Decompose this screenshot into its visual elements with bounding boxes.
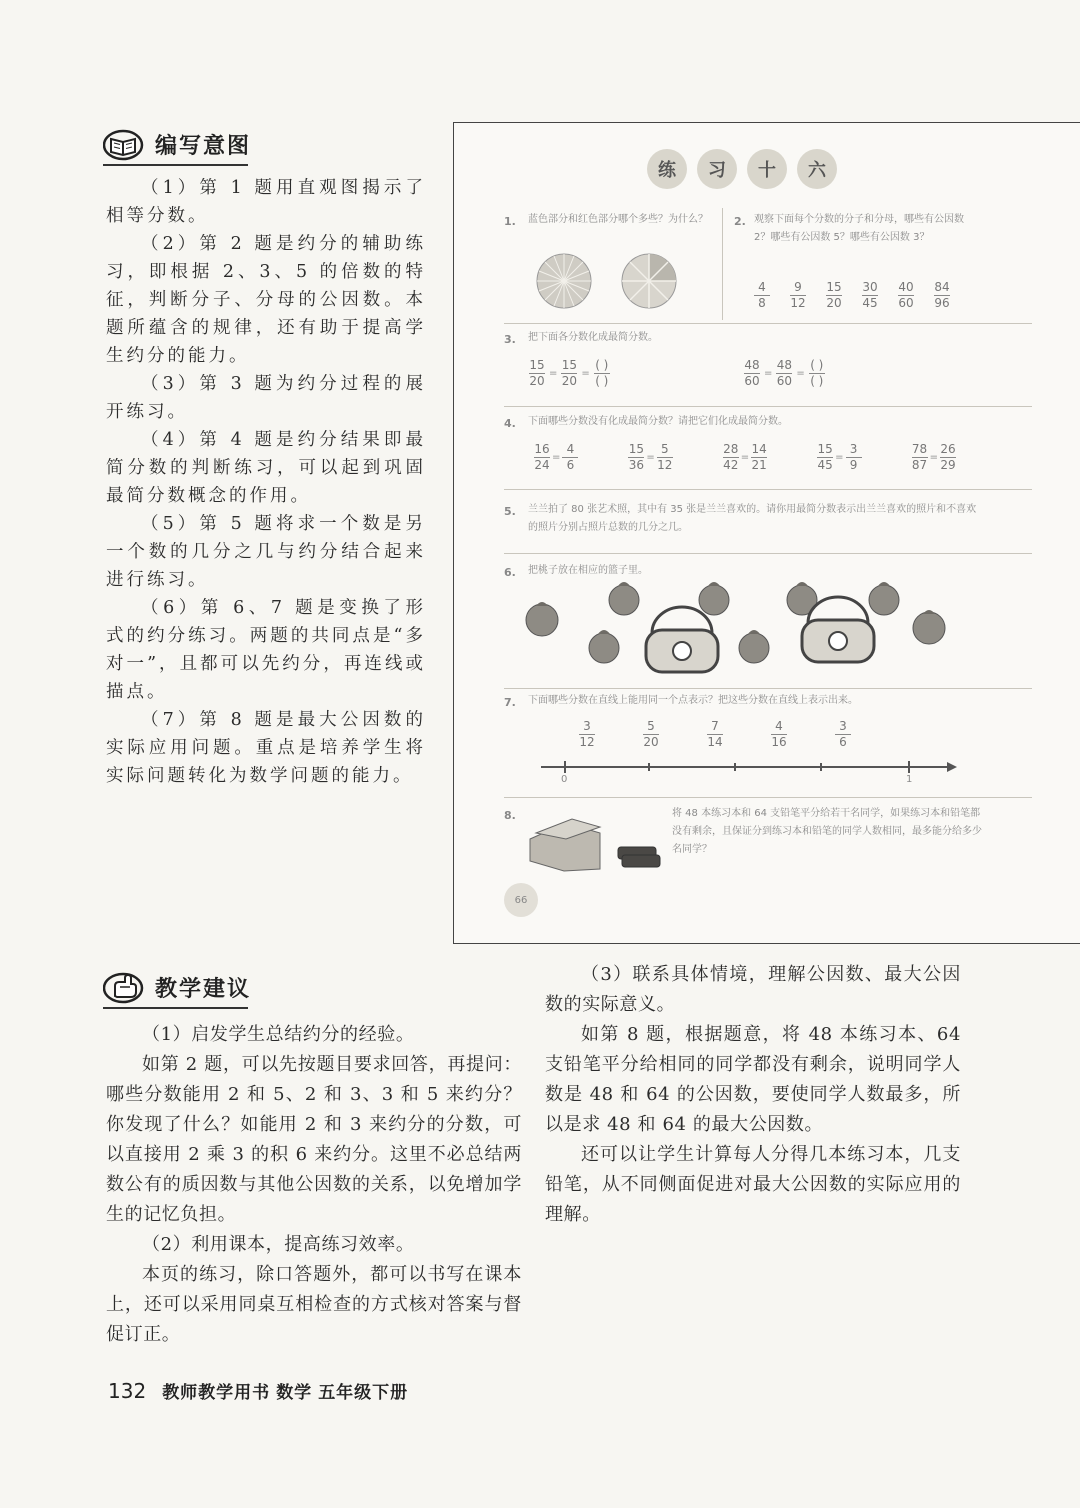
intent-paragraph: （4）第 4 题是约分结果即最简分数的判断练习，可以起到巩固最简分数概念的作用。: [106, 430, 426, 506]
q2-fraction-row: [754, 281, 950, 310]
peaches-and-baskets-illustration: [514, 578, 964, 683]
q6-number: 6.: [504, 566, 516, 579]
q7-fraction-row: [579, 720, 851, 749]
advice-title: 教学建议: [155, 976, 252, 1002]
q3-item: $\frac{15}{20}$ = $\frac{15}{20}$ = $\frac{( )}{( )}$: [529, 358, 609, 388]
fraction: $\frac{4}{8}$: [754, 281, 770, 310]
q8-text: 将 48 本练习本和 64 支铅笔平分给若干名同学，如果练习本和铅笔都没有剩余，且保证分到练习本和铅笔的同学人数相同，最多能分给多少名同学？: [672, 808, 982, 855]
advice-right-column: [545, 960, 961, 1230]
axis-label-0: 0: [561, 774, 568, 785]
fraction: $\frac{3}{6}$: [835, 720, 851, 749]
advice-paragraph: 本页的练习，除口答题外，都可以书写在课本上，还可以采用同桌互相检查的方式核对答案与督促订正。: [106, 1264, 522, 1345]
page-number: 132: [108, 1379, 147, 1403]
q2-text: 观察下面每个分数的分子和分母，哪些有公因数 2？哪些有公因数 5？哪些有公因数 3？: [754, 214, 964, 243]
grade-label: 五年级下册: [318, 1383, 409, 1403]
intent-paragraph: （7）第 8 题是最大公因数的实际应用问题。重点是培养学生将实际问题转化为数学问题的能力。: [106, 710, 426, 786]
open-book-icon: [103, 127, 147, 161]
pie-diagram-left: [534, 251, 594, 311]
q1-number: 1.: [504, 215, 516, 228]
q3-item: $\frac{48}{60}$ = $\frac{48}{60}$ = $\frac{( )}{( )}$: [744, 358, 824, 388]
fraction: $\frac{30}{45}$: [862, 280, 878, 310]
q5-number: 5.: [504, 505, 516, 518]
hand-icon: [103, 970, 147, 1004]
fraction: $\frac{7}{14}$: [707, 719, 723, 749]
intent-title: 编写意图: [155, 133, 252, 159]
intent-paragraph: （3）第 3 题为约分过程的展开练习。: [106, 374, 426, 422]
exercise-title-char: 习: [697, 149, 737, 189]
page-footer: [108, 1378, 408, 1403]
number-line: [539, 759, 959, 785]
q5-text: 兰兰拍了 80 张艺术照，其中有 35 张是兰兰喜欢的。请你用最简分数表示出兰兰喜欢的照片和不喜欢的照片分别占照片总数的几分之几。: [528, 504, 977, 533]
notebooks-and-pencils-illustration: [526, 809, 666, 873]
q7-text: 下面哪些分数在直线上能用同一个点表示？把这些分数在直线上表示出来。: [528, 695, 858, 706]
book-title: 教师教学用书: [162, 1383, 271, 1403]
intent-paragraph: （5）第 5 题将求一个数是另一个数的几分之几与约分结合起来进行练习。: [106, 514, 426, 590]
exercise-title-char: 六: [797, 149, 837, 189]
fraction: $\frac{5}{20}$: [643, 719, 659, 749]
advice-left-column: [106, 1020, 522, 1350]
advice-paragraph: 还可以让学生计算每人分得几本练习本，几支铅笔，从不同侧面促进对最大公因数的实际应用的理解。: [545, 1144, 961, 1225]
textbook-page-excerpt: [453, 122, 1080, 944]
advice-paragraph: 如第 8 题，根据题意，将 48 本练习本、64 支铅笔平分给相同的同学都没有剩余，说明同学人数是 48 和 64 的公因数，要使同学人数最多，所以是求 48 和 64 的最大公因数。: [545, 1024, 961, 1135]
fraction: $\frac{3}{12}$: [579, 719, 595, 749]
advice-paragraph: （2）利用课本，提高练习效率。: [142, 1234, 415, 1255]
textbook-page-number: 66: [504, 883, 538, 917]
intent-paragraph: （2）第 2 题是约分的辅助练习，即根据 2、3、5 的倍数的特征，判断分子、分母的公因数。本题所蕴含的规律，还有助于提高学生约分的能力。: [106, 234, 426, 366]
q4-pairs: $\frac{16}{24}$ = $\frac{4}{6}$ $\frac{15}{36}$ = $\frac{5}{12}$ $\frac{28}{42}$ = $\frac{14}{21}$ $\frac{15}{45}$ = $\frac{3}{9}$ $\frac{78}{87}$ = $\frac{26}{29}$: [534, 442, 956, 472]
q6-text: 把桃子放在相应的篮子里。: [528, 565, 648, 576]
q4-text: 下面哪些分数没有化成最简分数？请把它们化成最简分数。: [528, 416, 788, 427]
q1-text: 蓝色部分和红色部分哪个多些？为什么？: [528, 214, 708, 225]
intent-body: [106, 174, 426, 790]
q4-number: 4.: [504, 417, 516, 430]
axis-label-1: 1: [906, 774, 913, 785]
q3-number: 3.: [504, 333, 516, 346]
exercise-title-char: 十: [747, 149, 787, 189]
intent-section-header: [103, 126, 253, 162]
exercise-title-char: 练: [647, 149, 687, 189]
advice-section-header: [103, 969, 253, 1005]
q7-number: 7.: [504, 696, 516, 709]
fraction: $\frac{4}{16}$: [771, 719, 787, 749]
intent-paragraph: （6）第 6、7 题是变换了形式的约分练习。两题的共同点是“多对一”，且都可以先约分，再连线或描点。: [106, 598, 426, 702]
advice-paragraph: 如第 2 题，可以先按题目要求回答，再提问：哪些分数能用 2 和 5、2 和 3、3 和 5 来约分？你发现了什么？如能用 2 和 3 来约分的分数，可以直接用 2 乘 3 的积 6 来约分。这里不必总结两数公有的质因数与其他公因数的关系，以免增加学生的记忆负担。: [106, 1054, 522, 1225]
subject-label: 数学: [276, 1383, 313, 1403]
q8-number: 8.: [504, 809, 516, 822]
pie-diagram-right: [619, 251, 679, 311]
advice-paragraph: （1）启发学生总结约分的经验。: [142, 1024, 415, 1045]
fraction: $\frac{84}{96}$: [934, 280, 950, 310]
q2-number: 2.: [734, 215, 746, 228]
fraction: $\frac{9}{12}$: [790, 280, 806, 310]
q3-text: 把下面各分数化成最简分数。: [528, 332, 658, 343]
intent-paragraph: （1）第 1 题用直观图揭示了相等分数。: [106, 178, 426, 226]
fraction: $\frac{40}{60}$: [898, 280, 914, 310]
advice-paragraph: （3）联系具体情境，理解公因数、最大公因数的实际意义。: [545, 964, 961, 1015]
fraction: $\frac{15}{20}$: [826, 280, 842, 310]
